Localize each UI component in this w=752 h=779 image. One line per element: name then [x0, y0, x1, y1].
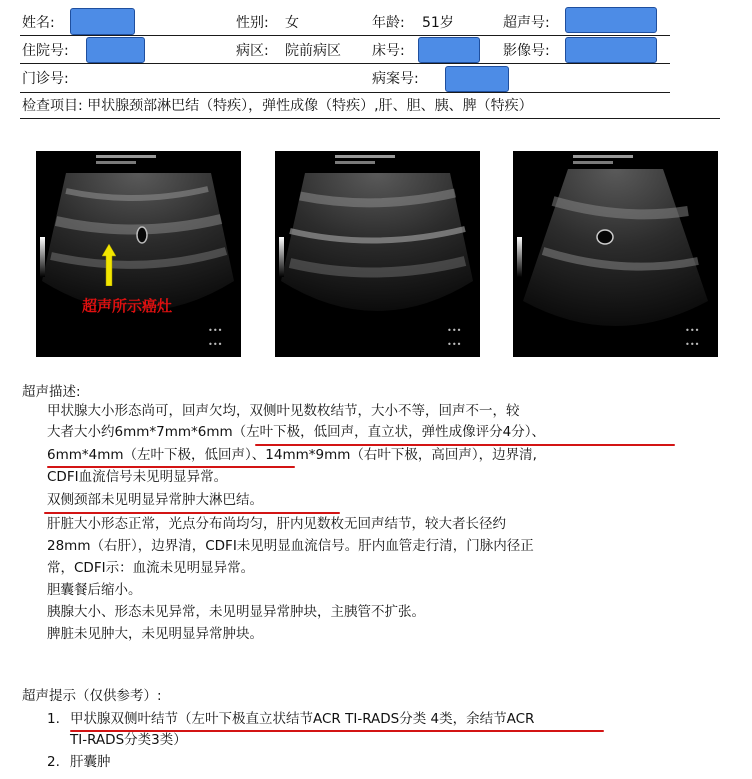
svg-text:•••: •••	[447, 326, 462, 335]
gender-value: 女	[285, 15, 299, 31]
name-label: 姓名:	[22, 15, 55, 31]
description-line: 胰腺大小、形态未见异常，未见明显异常肿块，主胰管不扩张。	[47, 604, 425, 620]
description-line: 胆囊餐后缩小。	[47, 582, 142, 598]
age-value: 51岁	[422, 15, 454, 31]
ultrasound-image-3	[513, 151, 718, 357]
ward-value: 院前病区	[285, 43, 341, 59]
gender-label: 性别:	[236, 15, 269, 31]
outpatient-label: 门诊号:	[22, 71, 69, 87]
redacted-name	[70, 8, 135, 35]
description-line: CDFI血流信号未见明显异常。	[47, 469, 228, 485]
description-line: 脾脏未见肿大，未见明显异常肿块。	[47, 626, 263, 642]
header-rule-4	[20, 118, 720, 119]
description-line: 肝脏大小形态正常，光点分布尚均匀，肝内见数枚无回声结节，较大者长径约	[47, 516, 506, 532]
yellow-arrow-icon	[102, 244, 116, 286]
header-rule-3	[20, 92, 670, 93]
bed-label: 床号:	[372, 43, 405, 59]
redacted-inpatient	[86, 37, 145, 63]
svg-text:•••: •••	[208, 326, 223, 335]
redacted-us-no	[565, 7, 657, 33]
red-underline	[44, 512, 340, 514]
svg-text:•••: •••	[208, 340, 223, 349]
description-title: 超声描述:	[22, 384, 81, 400]
description-line: 大者大小约6mm*7mm*6mm（左叶下极，低回声，直立状，弹性成像评分4分）、	[47, 424, 546, 440]
conclusion-item-number: 2.	[47, 754, 60, 770]
svg-text:•••: •••	[685, 340, 700, 349]
image-no-label: 影像号:	[503, 43, 550, 59]
conclusion-item-number: 1.	[47, 711, 60, 727]
description-line: 28mm（右肝），边界清，CDFI未见明显血流信号。肝内血管走行清，门脉内径正	[47, 538, 534, 554]
description-line: 常，CDFI示：血流未见明显异常。	[47, 560, 255, 576]
inpatient-label: 住院号:	[22, 43, 69, 59]
us-no-label: 超声号:	[503, 15, 550, 31]
svg-text:•••: •••	[447, 340, 462, 349]
description-line: 6mm*4mm（左叶下极，低回声）、14mm*9mm（右叶下极，高回声），边界清,	[47, 447, 537, 463]
header-rule-1	[20, 35, 670, 36]
redacted-case-no	[445, 66, 509, 92]
header-rule-2	[20, 63, 670, 64]
ultrasound-image-2	[275, 151, 480, 357]
ultrasound-image-1	[36, 151, 241, 357]
redacted-image-no	[565, 37, 657, 63]
ward-label: 病区:	[236, 43, 269, 59]
age-label: 年龄:	[372, 15, 405, 31]
case-no-label: 病案号:	[372, 71, 419, 87]
exam-items: 检查项目: 甲状腺颈部淋巴结（特疾），弹性成像（特疾）,肝、胆、胰、脾（特疾）	[22, 98, 533, 114]
svg-text:•••: •••	[685, 326, 700, 335]
conclusion-item: TI-RADS分类3类）	[70, 732, 187, 748]
tumor-annotation: 超声所示癌灶	[82, 297, 173, 315]
description-line: 双侧颈部未见明显异常肿大淋巴结。	[47, 492, 263, 508]
redacted-bed	[418, 37, 480, 63]
conclusion-item: 肝囊肿	[70, 754, 111, 770]
description-line: 甲状腺大小形态尚可，回声欠均，双侧叶见数枚结节，大小不等，回声不一，较	[47, 403, 520, 419]
conclusion-title: 超声提示（仅供参考）:	[22, 688, 162, 704]
conclusion-item: 甲状腺双侧叶结节（左叶下极直立状结节ACR TI-RADS分类 4类，余结节ACR	[70, 711, 535, 727]
